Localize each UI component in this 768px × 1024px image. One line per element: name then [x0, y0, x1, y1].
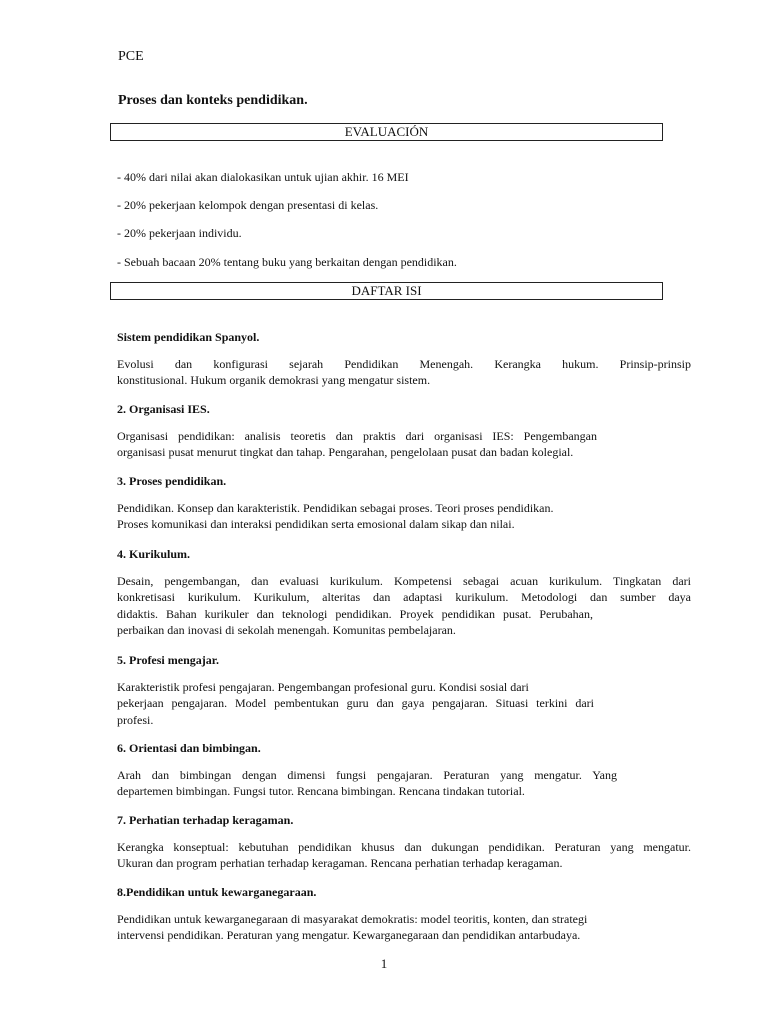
document-title: Proses dan konteks pendidikan. — [118, 93, 308, 108]
section-title: 3. Proses pendidikan. — [117, 474, 227, 488]
section-body — [117, 356, 691, 389]
section-line: Pendidikan. Konsep dan karakteristik. Pendidikan sebagai proses. Teori proses pendidikan. — [117, 501, 554, 515]
section-body — [117, 839, 691, 872]
toc-heading: DAFTAR ISI — [110, 282, 663, 300]
section-line: Organisasi pendidikan: analisis teoretis dan praktis dari organisasi IES: Pengembangan — [117, 429, 597, 443]
section-body — [117, 500, 691, 533]
section-title: 8.Pendidikan untuk kewarganegaraan. — [117, 885, 317, 899]
section-line: Evolusi dan konfigurasi sejarah Pendidikan Menengah. Kerangka hukum. Prinsip-prinsip — [117, 357, 691, 371]
section-title: Sistem pendidikan Spanyol. — [117, 330, 260, 344]
section-title: 4. Kurikulum. — [117, 547, 191, 561]
section-line: organisasi pusat menurut tingkat dan tahap. Pengarahan, pengelolaan pusat dan badan kolegial. — [117, 445, 574, 460]
page-number: 1 — [380, 956, 388, 971]
section-body — [117, 767, 691, 800]
section-line: konstitusional. Hukum organik demokrasi yang mengatur sistem. — [117, 373, 431, 388]
section-title: 6. Orientasi dan bimbingan. — [117, 741, 261, 755]
section-line: pekerjaan pengajaran. Model pembentukan guru dan gaya pengajaran. Situasi terkini dari — [117, 696, 594, 711]
section-line: intervensi pendidikan. Peraturan yang mengatur. Kewarganegaraan dan pendidikan antarbudaya. — [117, 928, 581, 943]
section-line: Arah dan bimbingan dengan dimensi fungsi pengajaran. Peraturan yang mengatur. Yang — [117, 768, 617, 782]
section-title: 2. Organisasi IES. — [117, 402, 210, 416]
evaluation-item: - 40% dari nilai akan dialokasikan untuk ujian akhir. 16 MEI — [117, 170, 409, 184]
evaluation-item: - 20% pekerjaan individu. — [117, 226, 242, 240]
section-body — [117, 573, 691, 639]
section-line: didaktis. Bahan kurikuler dan teknologi pendidikan. Proyek pendidikan pusat. Perubahan, — [117, 606, 593, 621]
course-code: PCE — [118, 49, 144, 64]
section-line: konkretisasi kurikulum. Kurikulum, alteritas dan adaptasi kurikulum. Metodologi dan sumber daya — [117, 590, 691, 605]
section-body — [117, 911, 691, 944]
section-line: Ukuran dan program perhatian terhadap keragaman. Rencana perhatian terhadap keragaman. — [117, 856, 563, 871]
section-body — [117, 428, 691, 461]
section-line: Kerangka konseptual: kebutuhan pendidikan khusus dan dukungan pendidikan. Peraturan yang mengatur. — [117, 840, 691, 854]
section-line: perbaikan dan inovasi di sekolah menengah. Komunitas pembelajaran. — [117, 623, 456, 638]
section-line: departemen bimbingan. Fungsi tutor. Rencana bimbingan. Rencana tindakan tutorial. — [117, 784, 525, 799]
section-line: Desain, pengembangan, dan evaluasi kurikulum. Kompetensi sebagai acuan kurikulum. Tingkatan dari — [117, 574, 691, 588]
section-line: Pendidikan untuk kewarganegaraan di masyarakat demokratis: model teoritis, konten, dan strategi — [117, 912, 588, 926]
section-title: 7. Perhatian terhadap keragaman. — [117, 813, 294, 827]
section-body — [117, 679, 691, 728]
section-line: Karakteristik profesi pengajaran. Pengembangan profesional guru. Kondisi sosial dari — [117, 680, 529, 694]
section-line: profesi. — [117, 712, 154, 727]
evaluation-item: - Sebuah bacaan 20% tentang buku yang berkaitan dengan pendidikan. — [117, 255, 457, 269]
section-line: Proses komunikasi dan interaksi pendidikan serta emosional dalam sikap dan nilai. — [117, 517, 515, 532]
evaluation-item: - 20% pekerjaan kelompok dengan presentasi di kelas. — [117, 198, 379, 212]
section-title: 5. Profesi mengajar. — [117, 653, 219, 667]
evaluation-heading: EVALUACIÓN — [110, 123, 663, 141]
